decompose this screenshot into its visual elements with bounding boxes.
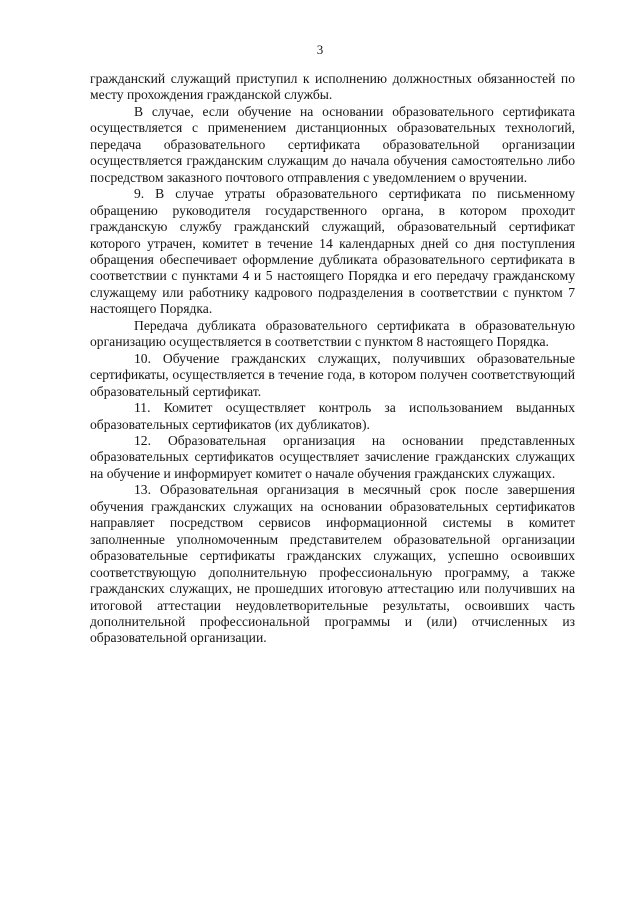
document-body [90, 71, 575, 647]
paragraph-item-12: 12. Образовательная организация на основании представленных образовательных сертификатов осуществляет зачисление гражданских служащих на обучение и информирует комитет о начале обучения гражданских служащих. [90, 432, 575, 481]
paragraph-item-13: 13. Образовательная организация в месячный срок после завершения обучения гражданских служащих на основании образовательных сертификатов направляет посредством сервисов информационной системы в комитет заполненные уполномоченным представителем образовательной организации образовательные сертификаты гражданских служащих, успешно освоивших соответствующую дополнительную профессиональную программу, а также гражданских служащих, не прошедших итоговую аттестацию или получивших на итоговой аттестации неудовлетворительные результаты, освоивших часть дополнительной профессиональной программы и (или) отчисленных из образовательной организации. [90, 482, 575, 646]
paragraph-continuation: гражданский служащий приступил к исполнению должностных обязанностей по месту прохождения гражданской службы. [90, 71, 575, 103]
paragraph-item-10: 10. Обучение гражданских служащих, получивших образовательные сертификаты, осуществляется в течение года, в котором получен соответствующий образовательный сертификат. [90, 350, 575, 399]
paragraph-item-9: 9. В случае утраты образовательного сертификата по письменному обращению руководителя государственного органа, в котором проходит гражданскую службу гражданский служащий, образовательный сертификат которого утрачен, комитет в течение 14 календарных дней со дня поступления обращения обеспечивает оформление дубликата образовательного сертификата в соответствии с пунктами 4 и 5 настоящего Порядка и его передачу гражданскому служащему или работнику кадрового подразделения в соответствии с пунктом 7 настоящего Порядка. [90, 186, 575, 317]
paragraph-item-11: 11. Комитет осуществляет контроль за использованием выданных образовательных сертификатов (их дубликатов). [90, 400, 575, 432]
paragraph-duplicate-transfer: Передача дубликата образовательного сертификата в образовательную организацию осуществляется в соответствии с пунктом 8 настоящего Порядка. [90, 317, 575, 350]
paragraph-remote-learning: В случае, если обучение на основании образовательного сертификата осуществляется с применением дистанционных образовательных технологий, передача образовательного сертификата образовательной организации осуществляется гражданским служащим до начала обучения самостоятельно либо посредством заказного почтового отправления с уведомлением о вручении. [90, 103, 575, 185]
page-number: 3 [316, 42, 324, 57]
